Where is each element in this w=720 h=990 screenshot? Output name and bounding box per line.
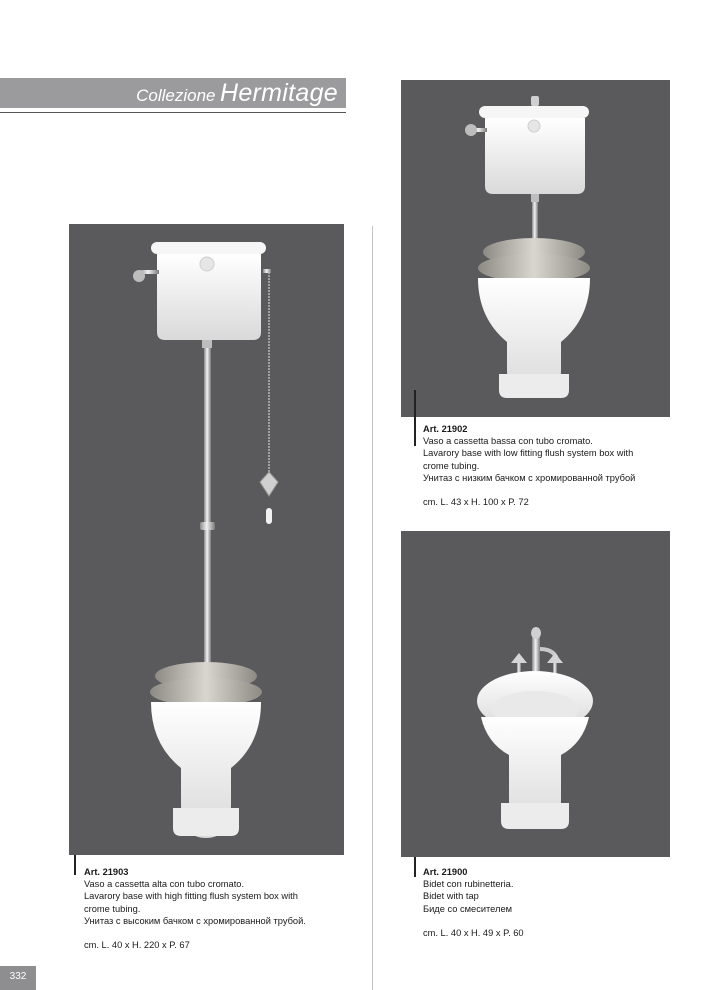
product-image-low-tank-toilet	[401, 80, 670, 417]
product-caption	[84, 866, 354, 951]
description-line: Bidet con rubinetteria.	[423, 879, 514, 890]
description-line: Унитаз с низким бачком с хромированной трубой	[423, 472, 636, 483]
product-dimensions: cm. L. 40 x H. 220 x P. 67	[84, 940, 190, 951]
caption-marker	[74, 855, 76, 875]
caption-marker	[414, 390, 416, 446]
collection-title	[136, 78, 338, 108]
description-line: Bidet with tap	[423, 891, 479, 902]
product-dimensions: cm. L. 40 x H. 49 x P. 60	[423, 927, 524, 938]
description-line: Vaso a cassetta alta con tubo cromato.	[84, 879, 245, 890]
collection-banner	[0, 78, 346, 108]
product-code: Art. 21902	[423, 424, 468, 434]
description-line: Биде со смесителем	[423, 903, 513, 914]
description-line: crome tubing.	[423, 460, 480, 471]
caption-marker	[414, 857, 416, 877]
product-caption	[423, 866, 713, 939]
product-image-bidet	[401, 531, 670, 857]
product-code: Art. 21900	[423, 867, 468, 877]
description-line: Lavarory base with low fitting flush system box with	[423, 448, 634, 459]
description-line: Lavarory base with high fitting flush system box with	[84, 891, 298, 902]
description-line: crome tubing.	[84, 903, 141, 914]
column-divider	[372, 226, 373, 990]
description-line: Vaso a cassetta bassa con tubo cromato.	[423, 436, 593, 447]
collection-label: Collezione	[136, 86, 216, 105]
product-code: Art. 21903	[84, 867, 129, 877]
header-rule	[0, 112, 346, 113]
product-dimensions: cm. L. 43 x H. 100 x P. 72	[423, 497, 529, 508]
page-number: 332	[0, 966, 36, 990]
description-line: Унитаз с высоким бачком с хромированной трубой.	[84, 915, 306, 926]
product-caption	[423, 423, 713, 508]
product-image-high-tank-toilet	[69, 224, 344, 855]
collection-name: Hermitage	[219, 79, 338, 107]
